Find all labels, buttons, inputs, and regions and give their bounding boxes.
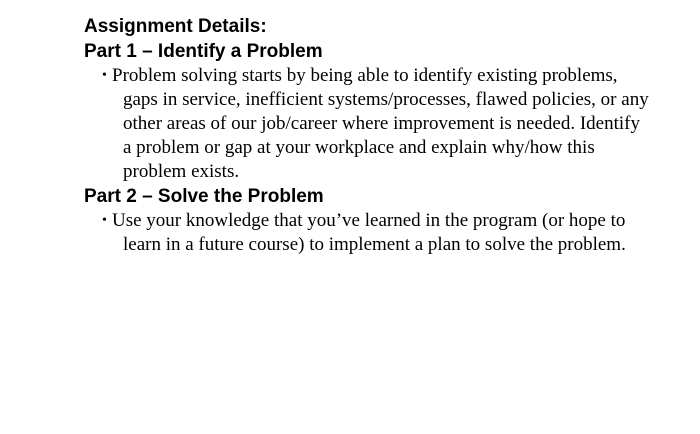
bullet-icon: • [102, 68, 107, 83]
part-2-heading: Part 2 – Solve the Problem [84, 186, 324, 207]
part-2-bullet-text: Use your knowledge that you’ve learned in the program (or hope to learn in a future course) to implement a plan to solve the problem. [112, 210, 626, 255]
part-2-bullet-item [84, 209, 653, 257]
assignment-title: Assignment Details: [84, 16, 267, 37]
bullet-icon: • [102, 213, 107, 228]
part-1-heading: Part 1 – Identify a Problem [84, 41, 323, 62]
assignment-document [84, 14, 684, 257]
part-1-bullet-item [84, 64, 653, 184]
part-1-bullet-text: Problem solving starts by being able to identify existing problems, gaps in service, inefficient systems/processes, flawed policies, or any other areas of our job/career where improvement is needed. Identify a problem or gap at your workplace and explain why/how this problem exists. [112, 65, 649, 182]
